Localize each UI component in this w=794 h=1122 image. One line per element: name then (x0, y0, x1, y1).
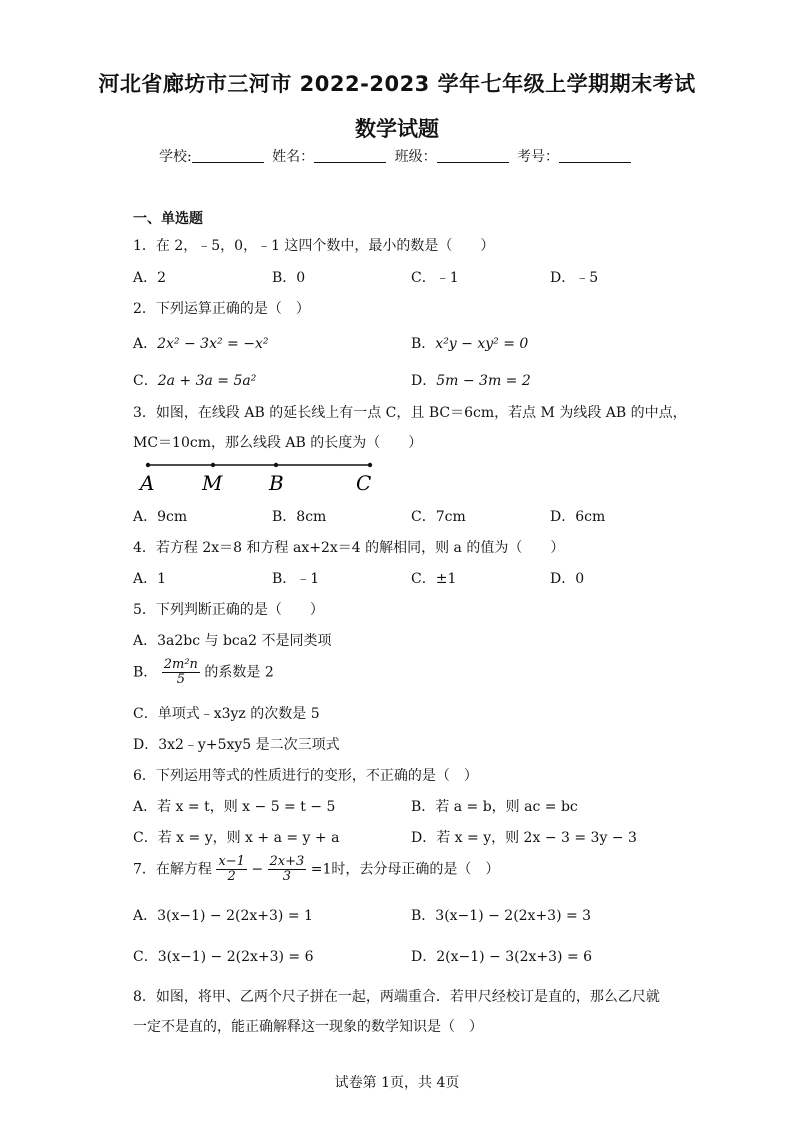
q5-option-c: C．单项式﹣x3yz 的次数是 5 (133, 706, 320, 722)
q7-frac1-numerator: x−1 (218, 854, 245, 869)
q2-a-math: 2x² − 3x² = −x² (157, 336, 269, 352)
class-blank[interactable] (437, 148, 509, 163)
q7-option-c: C．3(x−1) − 2(2x+3) = 6 (133, 949, 314, 965)
q3-option-a: A．9cm (133, 509, 188, 525)
name-label: 姓名： (272, 149, 315, 165)
q2-d-math: 5m − 3m = 2 (436, 373, 531, 389)
point-m-label: M (202, 471, 223, 495)
point-a-label: A (140, 471, 155, 495)
q6-option-a: A．若 x = t，则 x − 5 = t − 5 (133, 799, 336, 815)
q7-frac1-denominator: 2 (227, 869, 236, 884)
q4-stem: 4．若方程 2x＝8 和方程 ax+2x＝4 的解相同，则 a 的值为（ ） (133, 540, 565, 556)
q1-option-c: C．﹣1 (411, 270, 459, 286)
q6-option-d: D．若 x = y，则 2x − 3 = 3y − 3 (411, 830, 637, 846)
exam-subtitle: 数学试题 (355, 117, 439, 141)
point-b-dot (274, 463, 278, 467)
q3-stem-line1: 3．如图，在线段 AB 的延长线上有一点 C，且 BC＝6cm，若点 M 为线段 AB 的中点， (133, 405, 687, 421)
q6-option-c: C．若 x = y，则 x + a = y + a (133, 830, 340, 846)
q4-option-a: A．1 (133, 571, 167, 587)
exam-title: 河北省廊坊市三河市 2022-2023 学年七年级上学期期末考试 (98, 72, 696, 96)
q7-stem (133, 855, 499, 884)
name-blank[interactable] (314, 148, 386, 163)
q3-option-c: C．7cm (411, 509, 466, 525)
q1-option-a: A．2 (133, 270, 167, 286)
point-m-dot (211, 463, 215, 467)
q3-option-d: D．6cm (550, 509, 606, 525)
point-b-label: B (269, 471, 284, 495)
q5-stem: 5．下列判断正确的是（ ） (133, 602, 324, 618)
point-c-dot (368, 463, 372, 467)
student-info-row (0, 146, 794, 166)
q5-b-numerator: 2m²n (163, 657, 198, 672)
q1-stem: 1．在 2，﹣5，0，﹣1 这四个数中，最小的数是（ ） (133, 238, 495, 254)
q4-option-c: C．±1 (411, 571, 457, 587)
q2-c-math: 2a + 3a = 5a² (157, 373, 257, 389)
q4-option-d: D．0 (550, 571, 585, 587)
q7-frac2-denominator: 3 (282, 869, 292, 884)
id-blank[interactable] (559, 148, 631, 163)
q5-option-d: D．3x2﹣y+5xy5 是二次三项式 (133, 737, 340, 753)
q2-c-label: C． (133, 373, 158, 389)
q7-fraction-2 (268, 855, 307, 884)
q2-stem: 2．下列运算正确的是（ ） (133, 301, 310, 317)
q5-b-denominator: 5 (176, 672, 185, 687)
q4-option-b: B．﹣1 (272, 571, 320, 587)
point-c-label: C (356, 471, 372, 495)
q3-stem-line2: MC＝10cm，那么线段 AB 的长度为（ ） (133, 435, 423, 451)
q5-option-b (133, 658, 274, 687)
q7-frac2-numerator: 2x+3 (269, 854, 305, 869)
q3-option-b: B．8cm (272, 509, 327, 525)
q7-option-b: B．3(x−1) − 2(2x+3) = 3 (411, 908, 592, 924)
page-footer: 试卷第 1页，共 4页 (334, 1075, 460, 1091)
q2-option-a (133, 333, 268, 353)
point-a-dot (146, 463, 150, 467)
q5-b-fraction (162, 658, 200, 687)
school-label: 学校: (158, 149, 192, 165)
q2-b-math: x²y − xy² = 0 (435, 336, 529, 352)
q5-b-tail: 的系数是 2 (204, 664, 274, 681)
q2-d-label: D． (411, 373, 437, 389)
q6-option-b: B．若 a = b，则 ac = bc (411, 799, 578, 815)
id-label: 考号： (517, 149, 560, 165)
q6-stem: 6．下列运用等式的性质进行的变形，不正确的是（ ） (133, 768, 478, 784)
q5-option-a: A．3a2bc 与 bca2 不是同类项 (133, 633, 332, 649)
q5-b-label: B． (133, 664, 158, 681)
class-label: 班级： (394, 149, 437, 165)
q2-a-label: A． (133, 336, 158, 352)
q2-option-b (411, 333, 528, 353)
q1-option-d: D．﹣5 (550, 270, 599, 286)
section-title: 一、单选题 (133, 211, 203, 227)
q7-option-d: D．2(x−1) − 3(2x+3) = 6 (411, 949, 593, 965)
q1-option-b: B．0 (272, 270, 306, 286)
q7-fraction-1 (216, 855, 247, 884)
q7-suffix: =1时，去分母正确的是（ ） (310, 861, 500, 878)
school-blank[interactable] (192, 148, 264, 163)
q2-option-c (133, 370, 256, 390)
q8-stem-line2: 一定不是直的，能正确解释这一现象的数学知识是（ ） (133, 1019, 483, 1035)
q8-stem-line1: 8．如图，将甲、乙两个尺子拼在一起，两端重合．若甲尺经校订是直的，那么乙尺就 (133, 989, 660, 1005)
q7-prefix: 7．在解方程 (133, 861, 212, 878)
q2-option-d (411, 370, 531, 390)
q7-option-a: A．3(x−1) − 2(2x+3) = 1 (133, 908, 313, 924)
q2-b-label: B． (411, 336, 436, 352)
q3-segment-diagram (138, 458, 378, 498)
q7-minus: − (251, 861, 264, 878)
